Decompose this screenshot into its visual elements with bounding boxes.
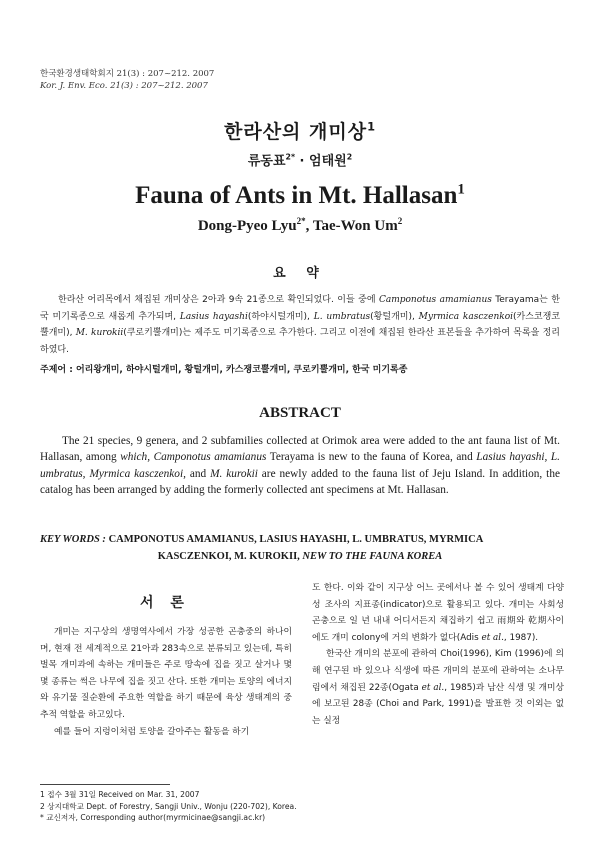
keywords-line-2 <box>40 548 560 565</box>
title-korean-text: 한라산의 개미상 <box>223 121 368 143</box>
footnotes <box>40 789 560 824</box>
author-en-first-mark: 2* <box>296 216 306 226</box>
intro-paragraph-2: 예를 들어 지렁이처럼 토양을 갈아주는 활동을 하기 <box>54 726 250 737</box>
keywords-line-1: CAMPONOTUS AMAMIANUS, LASIUS HAYASHI, L. UMBRATUS, MYRMICA <box>105 534 484 545</box>
abstract-en-text: Terayama is new to the fauna of Korea, and <box>266 451 477 464</box>
keywords-korean: 주제어 : 어리왕개미, 하야시털개미, 황털개미, 카스쟁코뿔개미, 쿠로키뿔개미, 한국 미기록종 <box>40 365 408 375</box>
abstract-ko-text: 한라산 어리목에서 채집된 개미상은 2아과 9속 21종으로 확인되었다. 이들 중에 <box>58 295 379 305</box>
journal-citation-en: Kor. J. Env. Eco. 21(3) : 207~212. 2007 <box>40 81 208 91</box>
abstract-en-species: which, Camponotus amamianus <box>120 451 267 464</box>
footnote-corresponding-author: * 교신저자, Corresponding author(myrmicinae@sangji.ac.kr) <box>40 813 266 822</box>
intro-text: 도 한다. 이와 같이 지구상 어느 곳에서나 볼 수 있어 생태계 다양성 조사의 지표종(indicator)으로 활용되고 있다. 개미는 사회성 곤충으로 일 년 내내 어디서든지 채집하기 쉽고 雨期와 乾期사이에도 개미 colony에 거의 변화가 없다(Adis <box>312 583 564 643</box>
intro-text: , 1987). <box>503 632 539 643</box>
section-heading-introduction: 서 론 <box>140 595 190 611</box>
keywords-line-2-text: KASCZENKOI, M. KUROKII, <box>157 551 303 562</box>
author-en-second: Tae-Won Um <box>312 218 398 234</box>
title-korean-footnote-mark: 1 <box>367 119 377 134</box>
author-ko-second: 엄태원 <box>309 154 347 169</box>
footnote-received: 1 접수 3월 31일 Received on Mar. 31, 2007 <box>40 790 200 799</box>
authors-english <box>0 218 600 235</box>
abstract-ko-text: (카스코쟁코뿔개미), <box>40 311 560 338</box>
intro-paragraph-3 <box>312 646 564 729</box>
abstract-en-text: and <box>185 467 211 480</box>
intro-paragraph-1: 개미는 지구상의 생명역사에서 가장 성공한 곤충중의 하나이며, 현재 전 세계적으로 21아과 283속으로 분류되고 있는데, 특히 벌목 개미과에 속하는 개미들은 주로 땅속에 집을 짓고 살거나 몇몇 종류는 썩은 나무에 집을 짓고 산다. 또한 개미는 토양의 에너지와 유기물 질순환에 주요한 역할을 하기 때문에 육상 생태계의 중추적 역할을 하고있다. <box>40 627 292 720</box>
intro-citation-italic: et al. <box>481 632 504 643</box>
abstract-ko-species: M. kurokii <box>75 328 124 338</box>
abstract-en-text: The 21 species, 9 genera, and 2 subfamilies collected at Orimok area were added to the ant fauna list of Mt. Hallasan, among <box>40 435 560 464</box>
intro-citation-italic: et al. <box>421 682 445 693</box>
title-english-footnote-mark: 1 <box>457 181 465 198</box>
footnote-affiliation: 2 상지대학교 Dept. of Forestry, Sangji Univ., Wonju (220-702), Korea. <box>40 801 297 811</box>
abstract-ko-text: Terayama는 한국 미기록종으로 새롭게 추가되며, <box>40 295 560 322</box>
author-ko-second-mark: 2 <box>346 152 353 162</box>
abstract-ko-text: (하야시털개미), <box>247 311 314 322</box>
title-english-text: Fauna of Ants in Mt. Hallasan <box>135 182 458 209</box>
intro-text: , 1985)과 남산 식생 및 개미상에 보고된 28종 (Choi and Park, 1991)을 발표한 것 이외는 없는 실정 <box>312 682 564 726</box>
abstract-ko-species: Myrmica kasczenkoi <box>418 311 513 322</box>
footnote-divider <box>40 784 170 785</box>
keywords-line-2-italic: NEW TO THE FAUNA KOREA <box>302 551 443 562</box>
abstract-en-text: are newly added to the fauna list of Jeju Island. In addition, the catalog has been arranged by adding the formerly collected ant specimens at Mt. Hallasan. <box>40 467 560 497</box>
abstract-korean-heading: 요 약 <box>273 266 327 281</box>
body-column-right <box>312 580 564 729</box>
author-ko-first-mark: 2* <box>285 152 296 162</box>
authors-korean <box>0 150 600 169</box>
author-ko-separator: · <box>295 154 310 169</box>
intro-text: 한국산 개미의 분포에 관하여 Choi(1996), Kim (1996)에 의해 연구된 바 있으나 식생에 따른 개미의 분포에 관하여는 소나무림에서 채집된 22종(Ogata <box>312 649 564 693</box>
abstract-korean-body <box>40 292 560 358</box>
abstract-english-heading: ABSTRACT <box>259 405 341 421</box>
author-en-separator: , <box>305 218 313 234</box>
author-en-first: Dong-Pyeo Lyu <box>197 218 297 234</box>
journal-info <box>40 68 214 92</box>
author-ko-first: 류동표 <box>247 154 286 169</box>
keywords-english <box>40 531 560 565</box>
title-english <box>0 182 600 210</box>
journal-citation-ko: 한국환경생태학회지 21(3) : 207~212. 2007 <box>40 69 215 79</box>
abstract-ko-species: L. umbratus <box>313 311 371 322</box>
abstract-ko-species: Lasius hayashi <box>179 311 248 322</box>
author-en-second-mark: 2 <box>397 216 403 226</box>
abstract-ko-species: Camponotus amamianus <box>378 295 492 305</box>
abstract-en-species: M. kurokii <box>210 467 258 480</box>
body-column-left <box>40 624 292 740</box>
intro-paragraph-continued <box>312 580 564 646</box>
abstract-english-body <box>40 433 560 499</box>
keywords-label: KEY WORDS : <box>40 534 106 545</box>
abstract-ko-text: (황털개미), <box>370 311 419 322</box>
abstract-en-species: Lasius hayashi, L. umbratus, Myrmica kasczenkoi, <box>40 451 561 480</box>
abstract-ko-text: (쿠로키뿔개미)는 제주도 미기록종으로 추가한다. 그리고 이전에 채집된 한라산 표본들을 추가하여 목록을 정리하였다. <box>40 328 560 355</box>
title-korean <box>0 117 600 144</box>
